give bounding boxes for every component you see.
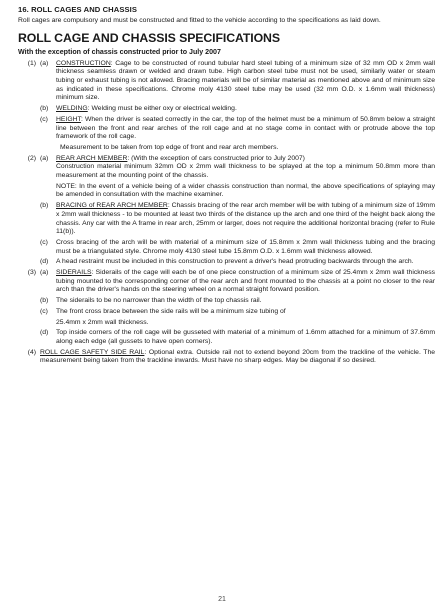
item-3b (18, 297, 435, 306)
item-body: : (With the exception of cars constructed prior to July 2007) (127, 154, 305, 162)
item-body: A head restraint must be included in this construction to prevent a driver's head protruding backwards through the arch. (56, 258, 414, 266)
item-heading: REAR ARCH MEMBER (56, 154, 128, 162)
item-heading: HEIGHT (56, 115, 81, 123)
spec-subtitle: With the exception of chassis constructed prior to July 2007 (18, 47, 221, 56)
item-body: : Welding must be either oxy or electrical welding. (87, 105, 237, 113)
item-letter: (b) (40, 105, 49, 113)
item-text (56, 60, 435, 104)
item-letter: (d) (40, 258, 49, 266)
item-3d (18, 329, 435, 346)
item-2a-note (18, 183, 435, 200)
item-2a-body (18, 163, 435, 180)
item-2d (18, 258, 435, 267)
item-body: : Optional extra. Outside rail not to extend beyond 20cm from the trackline of the vehicle. The measurement being taken from the trackline inwards. Must have no sharp edges. May be diagonal if so desired. (40, 348, 436, 365)
item-letter: (b) (40, 297, 49, 305)
item-note: NOTE: In the event of a vehicle being of a wider chassis construction than normal, the above specifications of splaying may be amended in consultation with the machine examiner. (56, 182, 435, 199)
item-number: (3) (27, 269, 36, 277)
item-body: Cross bracing of the arch will be with material of a minimum size of 15.8mm x 2mm wall thickness tubing and the bracing must be a triangulated style. Chrome moly 4130 steel tube 15.8mm O.D. x 1.6mm wall thickness allowed. (56, 238, 435, 255)
item-text (56, 202, 435, 237)
item-3c-cont (18, 319, 435, 328)
item-body: : Siderails of the cage will each be of one piece construction of a minimum size of 25.4mm x 2mm wall thickness tubing mounted to the corresponding corner of the rear arch and front mounted to the chassis at a point no closer to the rear arch than the driver's hands on the steering wheel on a normal straight forward position. (56, 269, 435, 294)
section-intro: Roll cages are compulsory and must be constructed and fitted to the vehicle according to the specifications as laid down. (18, 17, 381, 24)
item-1a (18, 60, 435, 104)
item-body: : When the driver is seated correctly in the car, the top of the helmet must be a minimum of 50.8mm below a straight line between the front and rear arches of the roll cage and at no stage come in contact with or protrude above the top framework of the roll cage. (56, 115, 435, 141)
item-number: (2) (27, 154, 36, 162)
item-2a (18, 155, 435, 164)
item-heading: ROLL CAGE SAFETY SIDE RAIL (40, 348, 145, 356)
section-title: 16. ROLL CAGES AND CHASSIS (18, 5, 138, 14)
item-3a (18, 269, 435, 295)
item-text (40, 349, 435, 366)
item-body: Top inside corners of the roll cage will be gusseted with material of a minimum of 1.6mm attached for a minimum of 37.6mm along each edge (all gussets to have open corners). (56, 329, 435, 345)
item-body: : Chassis bracing of the rear arch member will be with tubing of a minimum size of 19mm x 2mm wall thickness - to be mounted at least two thirds of the distance up the arch and one third of the height back along the chassis. Any car with the A frame in rear arch, 25mm or larger, does not require the additional horizontal bracing (refer to Rule 11(b)). (56, 202, 435, 236)
item-letter: (c) (40, 115, 48, 123)
item-text (56, 155, 435, 164)
item-text (56, 269, 435, 295)
item-heading: SIDERAILS (56, 269, 92, 277)
item-3c (18, 308, 435, 317)
item-body: The siderails to be no narrower than the width of the top chassis rail. (56, 297, 262, 305)
page-number: 21 (218, 596, 226, 603)
item-heading: BRACING of REAR ARCH MEMBER (56, 202, 168, 210)
item-letter: (c) (40, 238, 48, 246)
item-letter: (a) (40, 154, 49, 162)
item-2b (18, 202, 435, 237)
item-text (56, 116, 435, 142)
item-letter: (d) (40, 329, 49, 337)
item-letter: (a) (40, 269, 49, 277)
item-letter: (a) (40, 59, 49, 67)
item-letter: (b) (40, 202, 49, 210)
item-body: 25.4mm x 2mm wall thickness. (56, 318, 149, 326)
item-1b (18, 105, 435, 114)
spec-title: ROLL CAGE AND CHASSIS SPECIFICATIONS (18, 30, 280, 45)
item-number: (1) (27, 59, 36, 67)
item-2c (18, 239, 435, 256)
item-text (56, 105, 435, 114)
item-body: Construction material minimum 32mm OD x 2mm wall thickness to be splayed at the top a minimum 50.8mm more than measurement at the mounting point of the chassis. (56, 163, 435, 180)
item-letter: (c) (40, 307, 48, 315)
item-heading: WELDING (56, 105, 88, 113)
item-heading: CONSTRUCTION (56, 59, 111, 67)
item-body: : Cage to be constructed of round tubular hard steel tubing of a minimum size of 32 mm OD x 2mm wall thickness seamless drawn or welded and drawn tube. High carbon steel tube must not be used, similarly water or steam tubing or exhaust tubing is not allowed. Bracing materials will be of similar material as mentioned above and of minimum size as indicated in these specifications. Chrome moly 4130 steel tube may be used (32 mm O.D. x 1.6mm wall thickness) minimum size. (56, 59, 435, 102)
item-body: The front cross brace between the side rails will be a minimum size tubing of (56, 307, 286, 315)
measurement-note: Measurement to be taken from top edge of front and rear arch members. (60, 143, 279, 151)
item-number: (4) (27, 348, 36, 356)
item-1c (18, 116, 435, 142)
item-4 (18, 349, 435, 366)
